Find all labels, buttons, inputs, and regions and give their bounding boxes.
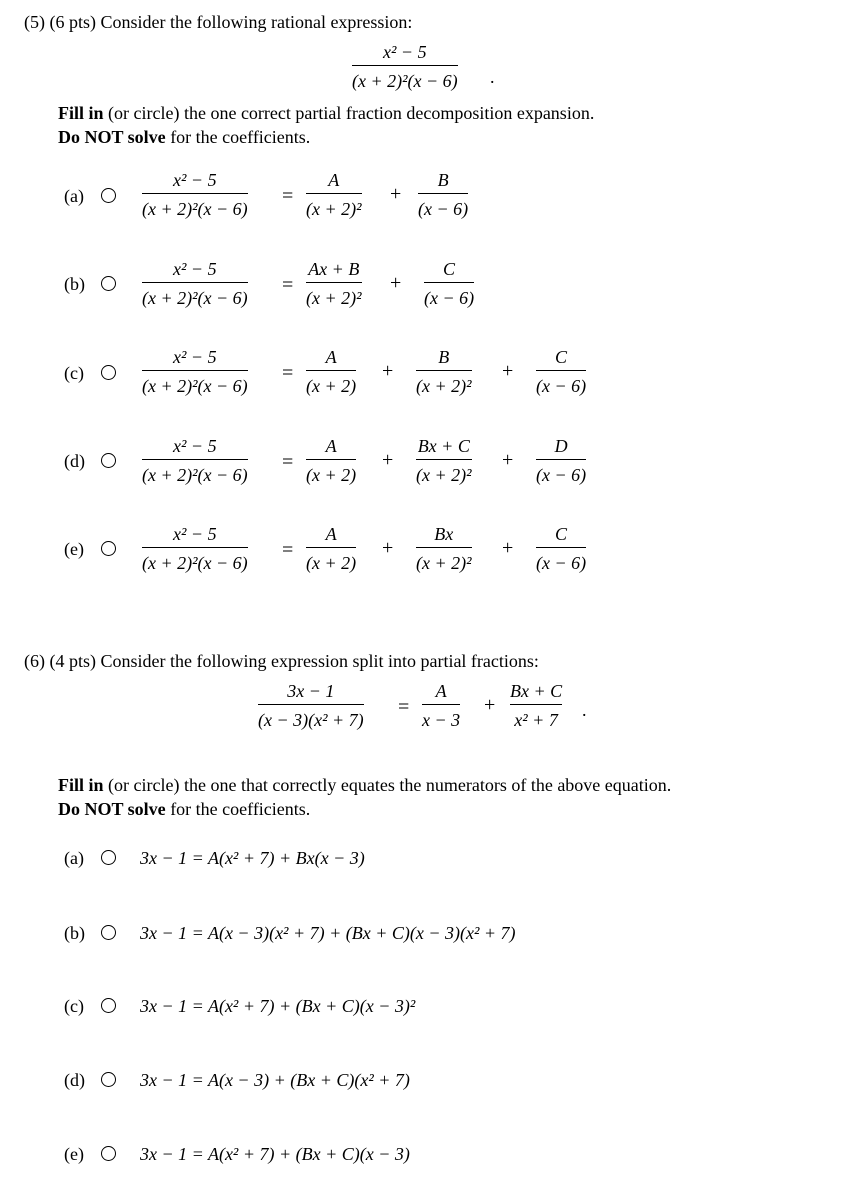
term-numerator: B — [438, 347, 450, 367]
option-label: (b) — [64, 274, 85, 294]
q6-lhs-denominator: (x − 3)(x² + 7) — [258, 710, 364, 730]
q5-option-a-radio[interactable] — [101, 188, 116, 203]
term-denominator: (x − 6) — [536, 553, 587, 573]
plus-sign: + — [382, 360, 394, 382]
q6-term-numerator: Bx + C — [510, 681, 563, 701]
plus-sign: + — [502, 449, 514, 471]
lhs-numerator: x² − 5 — [173, 347, 217, 367]
term-denominator: (x + 2) — [306, 465, 357, 485]
q5-instruction-text: (or circle) the one correct partial fraction decomposition expansion. — [103, 103, 595, 123]
term-numerator: A — [325, 524, 337, 544]
q5-expression-period: . — [490, 67, 495, 87]
term-fraction — [416, 436, 472, 485]
term-fraction — [416, 347, 472, 396]
term-denominator: (x − 6) — [536, 465, 587, 485]
q6-option-a-radio[interactable] — [101, 850, 116, 865]
term-fraction — [416, 524, 472, 573]
lhs-denominator: (x + 2)²(x − 6) — [142, 199, 248, 219]
q6-lhs-numerator: 3x − 1 — [287, 681, 335, 701]
option-label: (c) — [64, 363, 84, 383]
term-numerator: C — [443, 259, 456, 279]
term-numerator: Bx + C — [417, 436, 470, 456]
option-label: (e) — [64, 539, 84, 559]
q5-instruction2-text: for the coefficients. — [165, 127, 311, 147]
q6-option-d-radio[interactable] — [101, 1072, 116, 1087]
term-numerator: A — [328, 170, 340, 190]
term-fraction — [306, 347, 356, 396]
lhs-fraction — [142, 259, 248, 308]
q6-instruction-line1 — [58, 776, 671, 794]
q5-instruction-line2 — [58, 128, 310, 146]
term-numerator: Ax + B — [308, 259, 360, 279]
plus-sign: + — [382, 537, 394, 559]
term-numerator: A — [325, 347, 337, 367]
q5-instruction-bold: Fill in — [58, 103, 104, 123]
q5-instruction-line1 — [58, 104, 594, 122]
lhs-numerator: x² − 5 — [173, 170, 217, 190]
plus-sign: + — [484, 694, 496, 716]
q6-instruction-line2 — [58, 800, 310, 818]
term-fraction — [536, 347, 586, 396]
plus-sign: + — [502, 360, 514, 382]
q5-option-c-radio[interactable] — [101, 365, 116, 380]
term-fraction — [536, 436, 586, 485]
q5-expression-denominator: (x + 2)²(x − 6) — [352, 71, 458, 91]
equals-sign: = — [282, 539, 294, 561]
term-denominator: (x + 2)² — [306, 199, 362, 219]
term-denominator: (x + 2)² — [306, 288, 362, 308]
q6-option-b-radio[interactable] — [101, 925, 116, 940]
q6-option-e-equation: 3x − 1 = A(x² + 7) + (Bx + C)(x − 3) — [140, 1144, 410, 1164]
q6-option-e-radio[interactable] — [101, 1146, 116, 1161]
plus-sign: + — [382, 449, 394, 471]
q5-option-e-radio[interactable] — [101, 541, 116, 556]
term-denominator: (x + 2) — [306, 553, 357, 573]
term-denominator: (x + 2)² — [416, 376, 472, 396]
term-denominator: (x − 6) — [424, 288, 475, 308]
equals-sign: = — [282, 274, 294, 296]
term-numerator: C — [555, 347, 568, 367]
q6-term-denominator: x − 3 — [422, 710, 461, 730]
q5-header: (5) (6 pts) Consider the following rational expression: — [24, 12, 413, 32]
lhs-fraction — [142, 347, 248, 396]
lhs-denominator: (x + 2)²(x − 6) — [142, 465, 248, 485]
q6-option-b-equation: 3x − 1 = A(x − 3)(x² + 7) + (Bx + C)(x − 3)(x² + 7) — [140, 923, 516, 943]
term-denominator: (x − 6) — [418, 199, 469, 219]
option-label: (e) — [64, 1144, 84, 1164]
term-fraction — [306, 524, 356, 573]
lhs-denominator: (x + 2)²(x − 6) — [142, 376, 248, 396]
q6-term-fraction — [510, 681, 562, 730]
term-fraction — [424, 259, 474, 308]
lhs-fraction — [142, 170, 248, 219]
term-denominator: (x + 2) — [306, 376, 357, 396]
q6-header: (6) (4 pts) Consider the following expression split into partial fractions: — [24, 651, 539, 671]
lhs-denominator: (x + 2)²(x − 6) — [142, 553, 248, 573]
q6-term-numerator: A — [435, 681, 447, 701]
term-denominator: (x + 2)² — [416, 553, 472, 573]
lhs-denominator: (x + 2)²(x − 6) — [142, 288, 248, 308]
q6-term-fraction — [422, 681, 460, 730]
q5-expression-numerator: x² − 5 — [383, 42, 427, 62]
plus-sign: + — [390, 183, 402, 205]
term-numerator: B — [437, 170, 449, 190]
term-numerator: C — [555, 524, 568, 544]
option-label: (b) — [64, 923, 85, 943]
term-fraction — [306, 170, 362, 219]
q5-option-b-radio[interactable] — [101, 276, 116, 291]
q6-instruction2-bold: Do NOT solve — [58, 799, 166, 819]
term-numerator: D — [554, 436, 568, 456]
term-fraction — [306, 436, 356, 485]
equals-sign: = — [282, 362, 294, 384]
q6-lhs-fraction — [258, 681, 364, 730]
q6-option-c-radio[interactable] — [101, 998, 116, 1013]
lhs-numerator: x² − 5 — [173, 259, 217, 279]
term-fraction — [418, 170, 468, 219]
q6-period: . — [582, 700, 587, 720]
term-fraction — [306, 259, 362, 308]
q5-expression — [352, 42, 458, 91]
q6-option-c-equation: 3x − 1 = A(x² + 7) + (Bx + C)(x − 3)² — [140, 996, 416, 1016]
lhs-fraction — [142, 436, 248, 485]
q5-instruction2-bold: Do NOT solve — [58, 127, 166, 147]
option-label: (c) — [64, 996, 84, 1016]
term-numerator: A — [325, 436, 337, 456]
q6-option-a-equation: 3x − 1 = A(x² + 7) + Bx(x − 3) — [140, 848, 365, 868]
term-fraction — [536, 524, 586, 573]
q6-instruction-bold: Fill in — [58, 775, 104, 795]
option-label: (d) — [64, 451, 85, 471]
term-denominator: (x − 6) — [536, 376, 587, 396]
lhs-numerator: x² − 5 — [173, 436, 217, 456]
option-label: (a) — [64, 848, 84, 868]
term-numerator: Bx — [434, 524, 454, 544]
option-label: (d) — [64, 1070, 85, 1090]
q6-instruction2-text: for the coefficients. — [165, 799, 311, 819]
option-label: (a) — [64, 186, 84, 206]
q6-term-denominator: x² + 7 — [514, 710, 558, 730]
plus-sign: + — [390, 272, 402, 294]
lhs-fraction — [142, 524, 248, 573]
q6-option-d-equation: 3x − 1 = A(x − 3) + (Bx + C)(x² + 7) — [140, 1070, 410, 1090]
q5-option-d-radio[interactable] — [101, 453, 116, 468]
equals-sign: = — [282, 451, 294, 473]
term-denominator: (x + 2)² — [416, 465, 472, 485]
lhs-numerator: x² − 5 — [173, 524, 217, 544]
equals-sign: = — [398, 696, 410, 718]
plus-sign: + — [502, 537, 514, 559]
equals-sign: = — [282, 185, 294, 207]
q6-instruction-text: (or circle) the one that correctly equates the numerators of the above equation. — [103, 775, 672, 795]
